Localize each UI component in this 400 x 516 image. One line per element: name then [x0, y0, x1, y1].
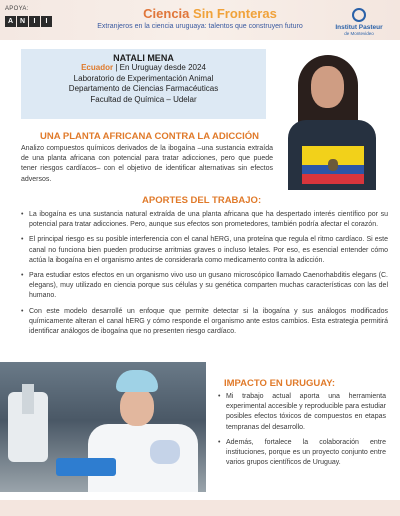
section-text-planta: Analizo compuestos químicos derivados de la ibogaína –una sustancia extraída de una planta africana con potencial para tratar adicciones, pero que puede tener riesgos cardíacos– con el objetivo de identificar alternativas sin efectos adversos.: [21, 145, 273, 183]
title-part2: Sin Fronteras: [193, 6, 277, 21]
anii-letter: N: [17, 16, 28, 27]
list-item: • Además, fortalece la colaboración entre instituciones, porque es un proyecto conjunto entre varios grupos científicos de Uruguay.: [218, 438, 386, 469]
list-item: • Con este modelo desarrollé un enfoque que permite detectar si la ibogaína y sus análogos modificados químicamente alteran el canal hERG y cómo responde el organismo ante estos cambios. Esta estrategia permitirá identificar análogos de ibogaína que no presenten riesgo cardíaco.: [21, 307, 388, 338]
section-title-planta: UNA PLANTA AFRICANA CONTRA LA ADICCIÓN: [40, 131, 260, 142]
origin-line: [21, 63, 266, 74]
pasteur-emblem-icon: [352, 8, 366, 22]
anii-logo: [5, 16, 52, 27]
since: | En Uruguay desde 2024: [113, 63, 206, 72]
photo-face: [120, 388, 154, 426]
page-title: [120, 6, 300, 21]
ecuador-flag-icon: [302, 146, 364, 184]
header: [0, 0, 400, 42]
partner-city: de Montevideo: [344, 31, 374, 36]
photo-microscope-head: [22, 384, 34, 414]
aportes-list: [21, 210, 388, 342]
researcher-photo: [278, 50, 390, 190]
lab: Laboratorio de Experimentación Animal: [73, 73, 214, 83]
impact-section: [212, 364, 390, 492]
photo-tube-rack: [56, 458, 116, 476]
list-item: • Para estudiar estos efectos en un organismo vivo uso un gusano microscópico llamado Caenorhabditis elegans (C. elegans), muy utilizado en ciencia porque sus células y su genética comparten muchas características con las del humano.: [21, 271, 388, 302]
title-part1: Ciencia: [143, 6, 190, 21]
country: Ecuador: [81, 63, 114, 72]
page-subtitle: Extranjeros en la ciencia uruguaya: talentos que construyen futuro: [97, 23, 303, 30]
institut-pasteur-logo: [322, 8, 396, 36]
partner-name: Institut Pasteur: [335, 24, 383, 31]
anii-letter: I: [41, 16, 52, 27]
department: Departamento de Ciencias Farmacéuticas: [68, 84, 219, 93]
faculty: Facultad de Química – Udelar: [90, 94, 197, 104]
anii-letter: A: [5, 16, 16, 27]
photo-face: [311, 66, 344, 108]
sponsor-label: APOYA:: [5, 6, 29, 12]
footer-band: [0, 500, 400, 516]
profile-box: [21, 49, 266, 119]
list-item: • La ibogaína es una sustancia natural extraída de una planta africana que ha despertado interés científico por su potencial para tratar adicciones. Pero, aunque sus efectos son prometedores, también podría afectar el corazón.: [21, 210, 388, 230]
section-title-impacto: IMPACTO EN URUGUAY:: [224, 378, 336, 389]
impacto-list: [218, 392, 386, 473]
lab-photo: [0, 362, 206, 492]
photo-cap: [116, 370, 158, 392]
anii-letter: I: [29, 16, 40, 27]
photo-glove: [150, 440, 180, 464]
section-title-aportes: APORTES DEL TRABAJO:: [142, 195, 262, 206]
list-item: • Mi trabajo actual aporta una herramienta experimental accesible y reproducible para estudiar posibles efectos tóxicos de compuestos en etapas tempranas del desarrollo.: [218, 392, 386, 433]
list-item: • El principal riesgo es su posible interferencia con el canal hERG, una proteína que regula el ritmo cardíaco. Si este canal no funciona bien pueden producirse arritmias graves o incluso letales. Por eso, es esencial entender cómo actúa la ibogaína en el organismo antes de considerarla como medicamento contra la adicción.: [21, 235, 388, 266]
researcher-name: NATALI MENA: [113, 53, 174, 63]
